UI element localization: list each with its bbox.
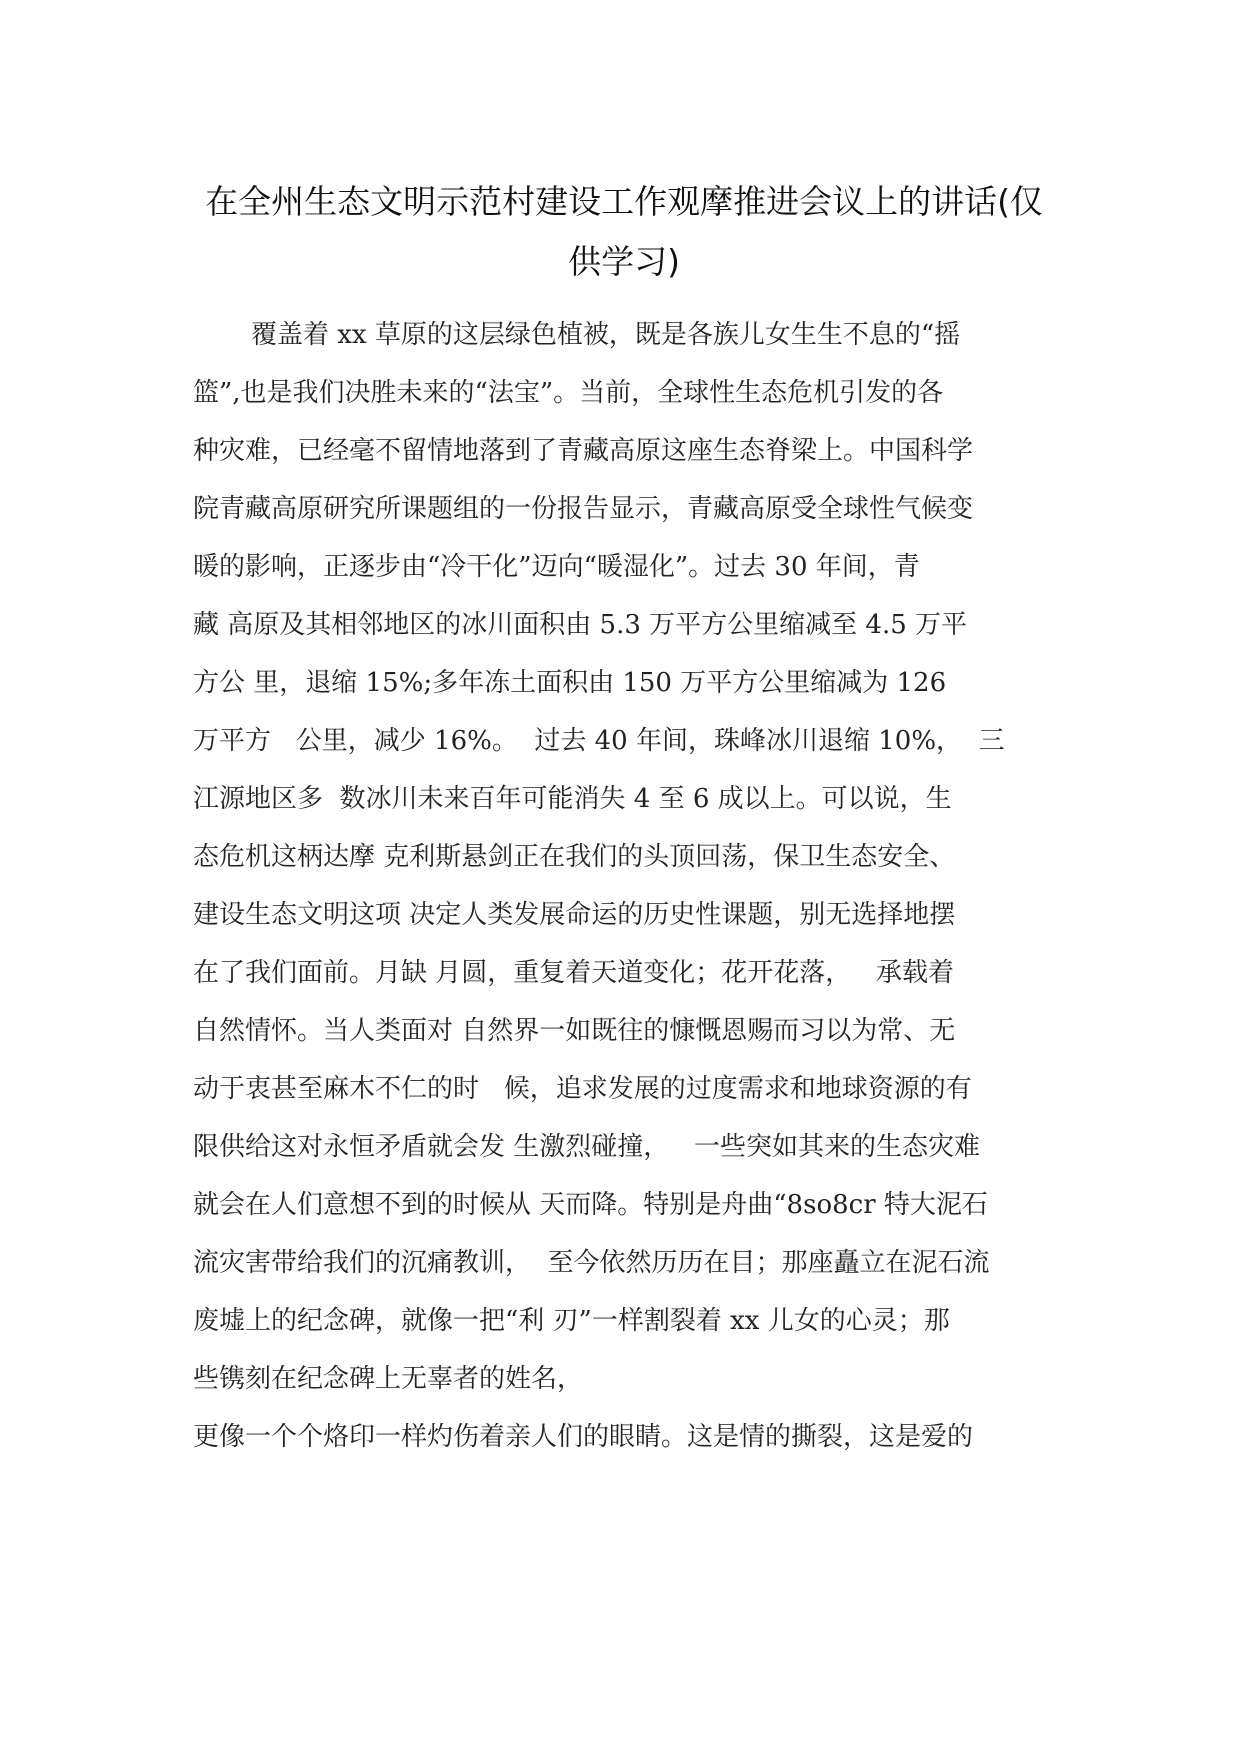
text-line: 万平方 公里，减少 16%。 过去 40 年间，珠峰冰川退缩 10%， 三 (193, 726, 1005, 756)
text-line: 态危机这柄达摩 克利斯悬剑正在我们的头顶回荡，保卫生态安全、 (193, 842, 956, 872)
text-line: 在了我们面前。月缺 月圆，重复着天道变化；花开花落， 承载着 (193, 958, 955, 988)
text-line: 动于衷甚至麻木不仁的时 候，追求发展的过度需求和地球资源的有 (193, 1074, 972, 1104)
text-line: 藏 高原及其相邻地区的冰川面积由 5.3 万平方公里缩减至 4.5 万平 (193, 610, 968, 640)
title-line-1: 在全州生态文明示范村建设工作观摩推进会议上的讲话(仅 (205, 182, 1043, 221)
text-line: 自然情怀。当人类面对 自然界一如既往的慷慨恩赐而习以为常、无 (193, 1016, 956, 1046)
text-line: 覆盖着 xx 草原的这层绿色植被，既是各族儿女生生不息的“摇 (251, 320, 961, 350)
document-title (186, 172, 1062, 292)
text-line: 更像一个个烙印一样灼伤着亲人们的眼睛。这是情的撕裂，这是爱的 (193, 1422, 974, 1452)
text-line: 就会在人们意想不到的时候从 天而降。特别是舟曲“8so8cr 特大泥石 (193, 1190, 988, 1220)
text-line: 方公 里，退缩 15%;多年冻土面积由 150 万平方公里缩减为 126 (193, 668, 947, 698)
text-line: 江源地区多 数冰川未来百年可能消失 4 至 6 成以上。可以说，生 (193, 784, 952, 814)
title-line-2: 供学习) (568, 242, 680, 281)
text-line: 建设生态文明这项 决定人类发展命运的历史性课题，别无选择地摆 (193, 900, 956, 930)
text-line: 种灾难，已经毫不留情地落到了青藏高原这座生态脊梁上。中国科学 (193, 436, 974, 466)
text-line: 院青藏高原研究所课题组的一份报告显示，青藏高原受全球性气候变 (193, 494, 974, 524)
text-line: 限供给这对永恒矛盾就会发 生激烈碰撞， 一些突如其来的生态灾难 (193, 1132, 981, 1162)
body-paragraph (193, 306, 1053, 1466)
text-line: 篮”,也是我们决胜未来的“法宝”。当前，全球性生态危机引发的各 (193, 378, 944, 408)
text-line: 废墟上的纪念碑，就像一把“利 刃”一样割裂着 xx 儿女的心灵；那 (193, 1306, 950, 1336)
text-line: 流灾害带给我们的沉痛教训， 至今依然历历在目；那座矗立在泥石流 (193, 1248, 990, 1278)
text-line: 些镌刻在纪念碑上无辜者的姓名， (193, 1364, 584, 1394)
text-line: 暖的影响，正逐步由“冷干化”迈向“暖湿化”。过去 30 年间，青 (193, 552, 920, 582)
